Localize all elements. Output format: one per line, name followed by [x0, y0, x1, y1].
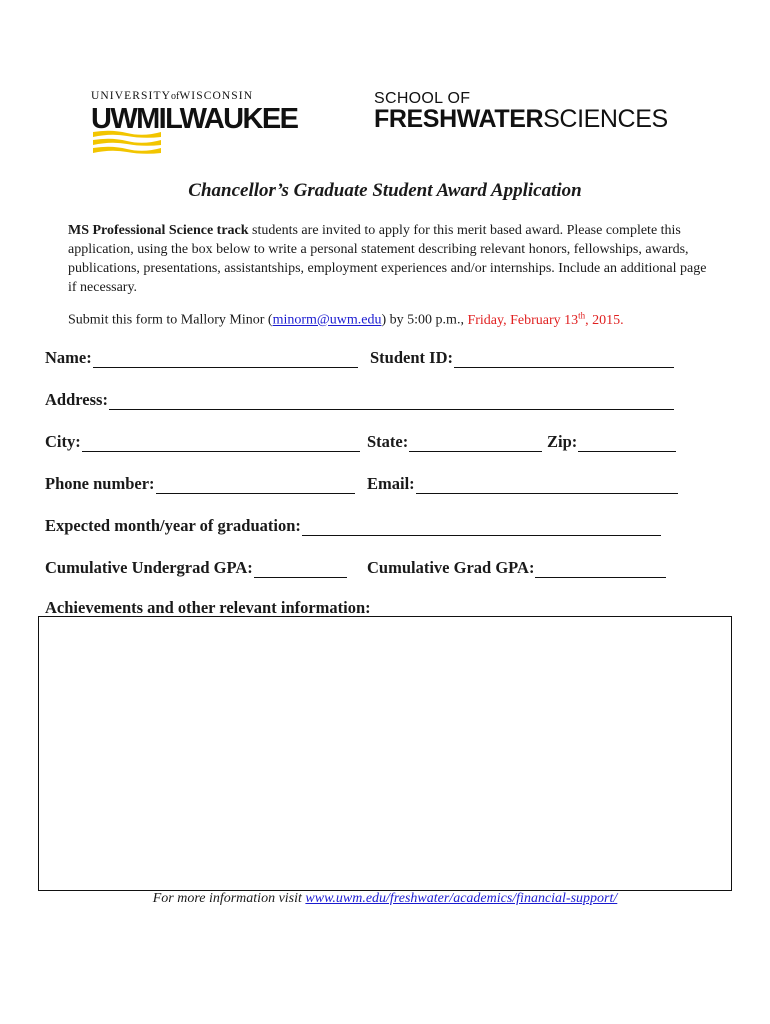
address-field[interactable]	[45, 390, 674, 410]
uwm-logo	[91, 90, 306, 160]
achievements-textbox[interactable]	[38, 616, 732, 891]
student-id-label: Student ID:	[370, 348, 453, 367]
state-field[interactable]	[367, 432, 542, 452]
student-id-field[interactable]	[370, 348, 674, 368]
city-field[interactable]	[45, 432, 360, 452]
zip-field[interactable]	[547, 432, 676, 452]
zip-input-line[interactable]	[578, 437, 676, 452]
address-label: Address:	[45, 390, 108, 409]
email-input-line[interactable]	[416, 479, 678, 494]
undergrad-gpa-input-line[interactable]	[254, 563, 347, 578]
page-title: Chancellor’s Graduate Student Award Application	[188, 180, 582, 201]
financial-support-link[interactable]: www.uwm.edu/freshwater/academics/financial-support/	[305, 891, 618, 906]
phone-field[interactable]	[45, 474, 355, 494]
state-input-line[interactable]	[409, 437, 542, 452]
city-input-line[interactable]	[82, 437, 360, 452]
email-field[interactable]	[367, 474, 678, 494]
sfs-logo-line1: SCHOOL OF	[374, 90, 471, 107]
graduation-field[interactable]	[45, 516, 661, 536]
grad-gpa-input-line[interactable]	[535, 563, 666, 578]
phone-label: Phone number:	[45, 474, 155, 493]
student-id-input-line[interactable]	[454, 353, 674, 368]
graduation-label: Expected month/year of graduation:	[45, 516, 301, 535]
undergrad-gpa-label: Cumulative Undergrad GPA:	[45, 558, 253, 577]
zip-label: Zip:	[547, 432, 578, 451]
grad-gpa-field[interactable]	[367, 558, 666, 578]
undergrad-gpa-field[interactable]	[45, 558, 347, 578]
name-input-line[interactable]	[93, 353, 358, 368]
submission-instructions: Submit this form to Mallory Minor (minorm@uwm.edu) by 5:00 p.m., Friday, February 13th, 2015.	[68, 310, 624, 328]
email-link[interactable]: minorm@uwm.edu	[272, 312, 382, 328]
footer-info: For more information visit www.uwm.edu/freshwater/academics/financial-support/	[152, 891, 618, 906]
address-input-line[interactable]	[109, 395, 674, 410]
deadline-text: Friday, February 13th, 2015.	[467, 310, 624, 328]
achievements-label: Achievements and other relevant information:	[45, 598, 371, 617]
state-label: State:	[367, 432, 409, 451]
name-field[interactable]	[45, 348, 358, 368]
phone-input-line[interactable]	[156, 479, 355, 494]
graduation-input-line[interactable]	[302, 521, 661, 536]
uwm-logo-university-text: UNIVERSITYofWISCONSIN	[91, 90, 254, 102]
intro-paragraph: MS Professional Science track students are invited to apply for this merit based award. Please complete this application, using the box below to write a personal statement describing relevant honors, fellowships, awards, publications, presentations, assistantships, employment experiences and/or internships. Include an additional page if necessary.	[68, 223, 707, 295]
city-label: City:	[45, 432, 81, 451]
sfs-logo-line2: FRESHWATERSCIENCES	[374, 105, 668, 133]
email-label: Email:	[367, 474, 415, 493]
uwm-logo-wordmark: UWMILWAUKEE	[91, 103, 298, 135]
uwm-flag-icon	[91, 130, 163, 156]
grad-gpa-label: Cumulative Grad GPA:	[367, 558, 535, 577]
name-label: Name:	[45, 348, 92, 367]
